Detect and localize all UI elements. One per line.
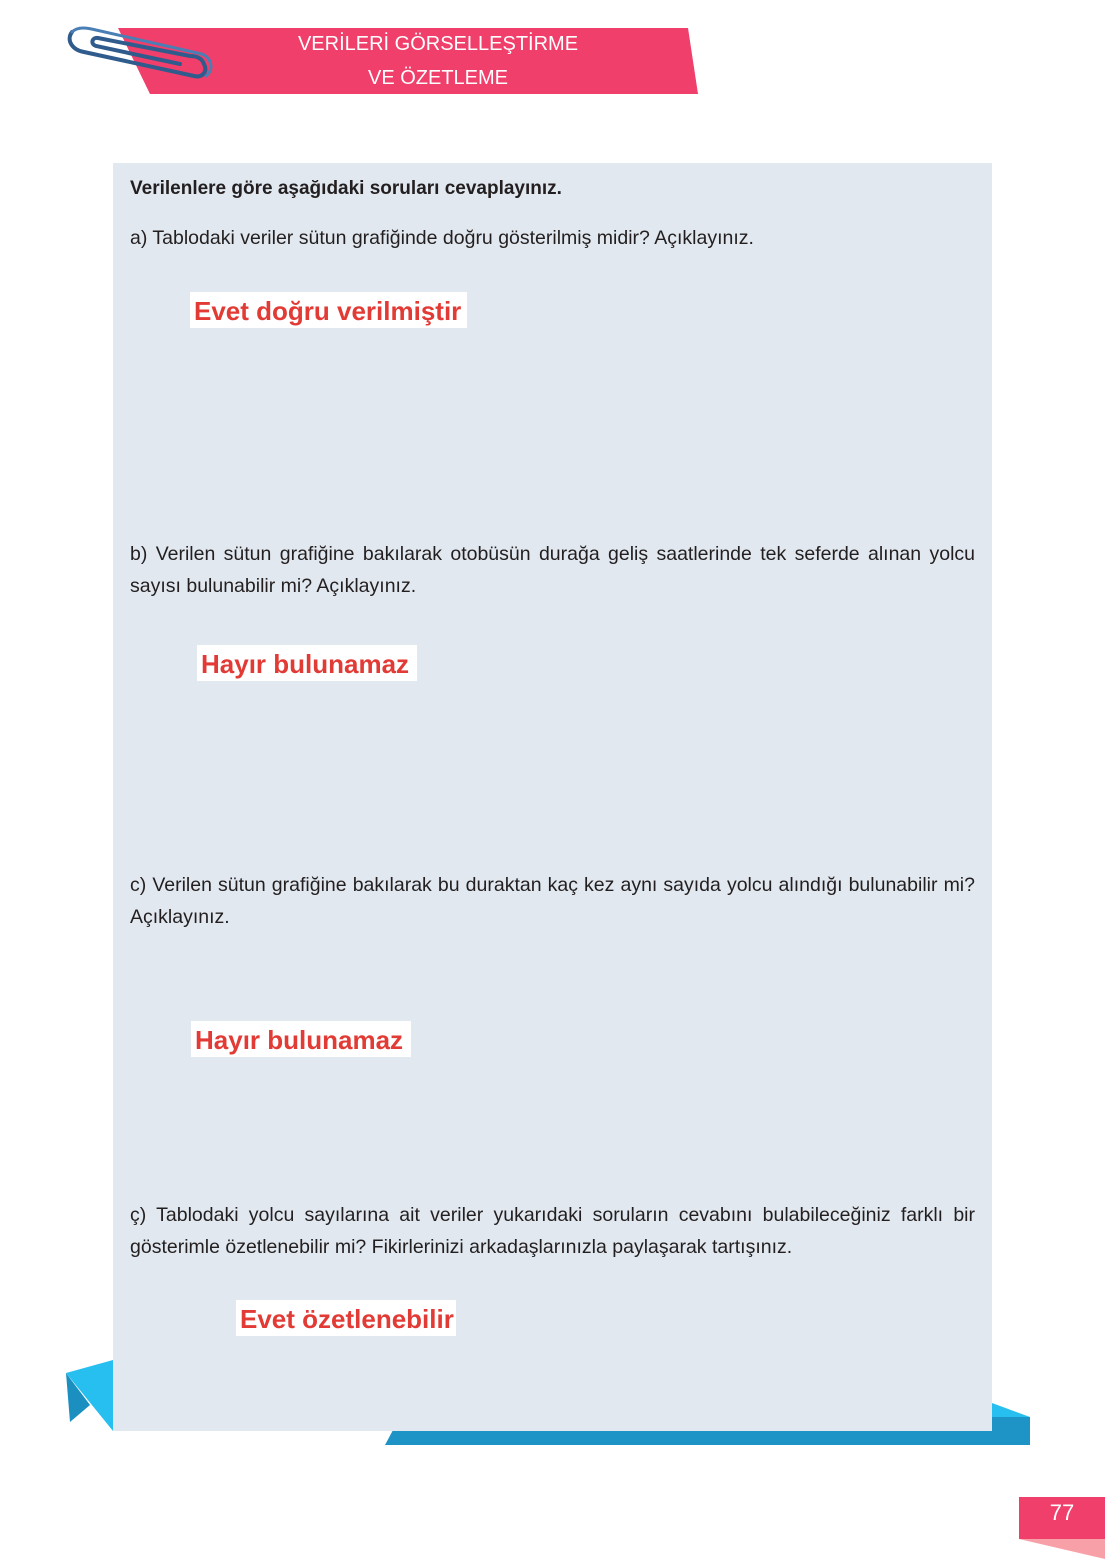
page-number: 77 bbox=[1049, 1500, 1075, 1525]
answer-a: Evet doğru verilmiştir bbox=[190, 292, 467, 328]
question-c: c) Verilen sütun grafiğine bakılarak bu duraktan kaç kez aynı sayıda yolcu alındığı bulunabilir mi? Açıklayınız. bbox=[130, 874, 975, 928]
section-title-line2: VE ÖZETLEME bbox=[367, 67, 509, 89]
answer-cedilla: Evet özetlenebilir bbox=[236, 1300, 456, 1336]
section-title bbox=[148, 28, 728, 94]
answer-c: Hayır bulunamaz bbox=[191, 1021, 411, 1057]
question-cedilla: ç) Tablodaki yolcu sayılarına ait veriler yukarıdaki soruların cevabını bulabileceğiniz farklı bir gösterimle özetlenebilir mi? Fikirlerinizi arkadaşlarınızla paylaşarak tartışınız. bbox=[130, 1204, 975, 1258]
section-title-line1: VERİLERİ GÖRSELLEŞTİRME bbox=[297, 33, 579, 55]
answer-b: Hayır bulunamaz bbox=[197, 645, 417, 681]
instruction-text: Verilenlere göre aşağıdaki soruları cevaplayınız. bbox=[130, 178, 562, 199]
question-b: b) Verilen sütun grafiğine bakılarak otobüsün durağa geliş saatlerinde tek seferde alınan yolcu sayısı bulunabilir mi? Açıklayınız. bbox=[130, 543, 975, 597]
question-a: a) Tablodaki veriler sütun grafiğinde doğru gösterilmiş midir? Açıklayınız. bbox=[130, 227, 754, 249]
